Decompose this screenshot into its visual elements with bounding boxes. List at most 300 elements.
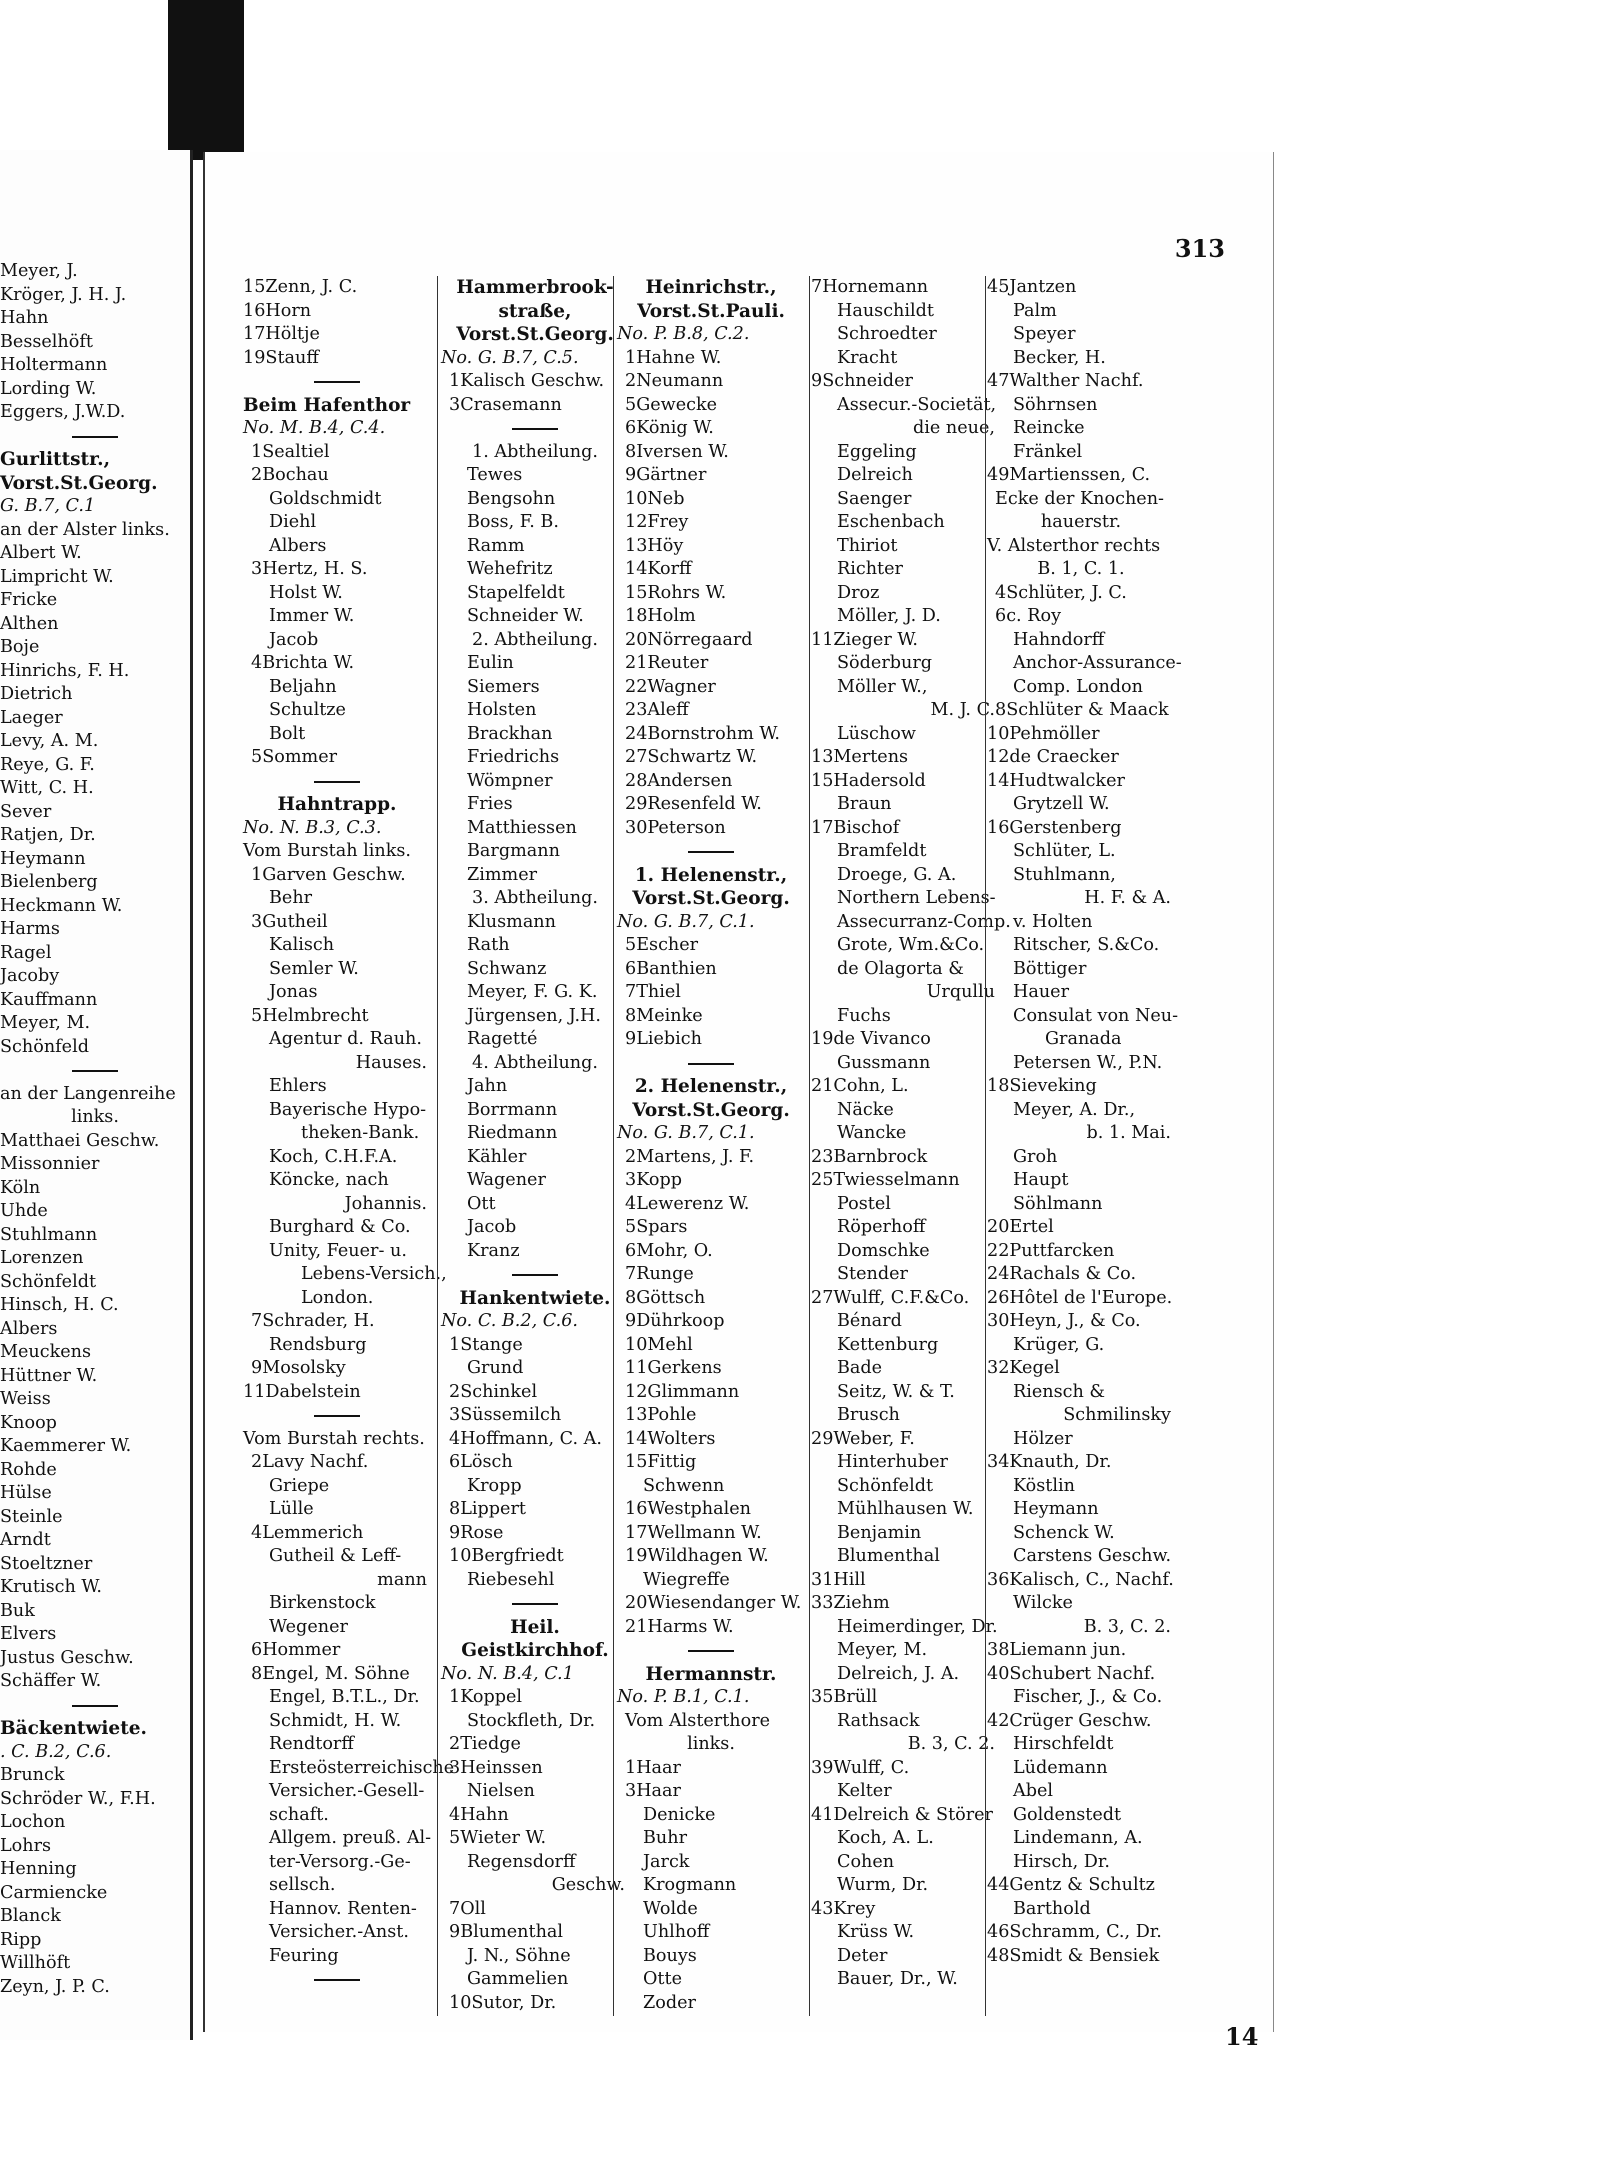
directory-entry: Birkenstock <box>269 1593 376 1613</box>
directory-entry: 24Bornstrohm W. <box>625 723 780 744</box>
directory-entry: 3Hertz, H. S. <box>251 559 368 579</box>
directory-entry: Zeyn, J. P. C. <box>0 1976 110 1997</box>
directory-entry: Lohrs <box>0 1835 52 1856</box>
directory-entry: 3. Abtheilung. <box>472 888 598 908</box>
directory-entry: Schönfeldt <box>0 1271 97 1292</box>
directory-entry: 10Pehmöller <box>987 723 1100 744</box>
directory-entry: Köstlin <box>1013 1475 1075 1496</box>
directory-entry: Meyer, J. <box>0 261 78 281</box>
directory-entry: Heymann <box>0 848 86 869</box>
directory-entry: Heimerdinger, Dr. <box>837 1616 998 1637</box>
directory-entry: 5Spars <box>625 1217 688 1237</box>
directory-entry: de Olagorta & <box>837 958 964 979</box>
directory-entry: 25Twiesselmann <box>811 1170 960 1190</box>
directory-entry: Koch, C.H.F.A. <box>269 1146 398 1167</box>
directory-entry: Eulin <box>467 653 514 673</box>
directory-entry: 8Göttsch <box>625 1287 706 1308</box>
directory-entry: Matthiessen <box>467 817 577 838</box>
street-heading: Gurlittstr., <box>0 449 111 470</box>
directory-entry: Jarck <box>643 1851 690 1872</box>
directory-entry: 13Pohle <box>625 1405 697 1425</box>
directory-entry: 6Hommer <box>251 1640 341 1660</box>
section-separator <box>617 840 805 864</box>
facing-page-fragment <box>0 150 193 2040</box>
directory-entry: Holsten <box>467 700 537 720</box>
directory-entry: Comp. London <box>1013 676 1143 697</box>
directory-entry: Hauschildt <box>837 300 934 321</box>
directory-entry: 30Heyn, J., & Co. <box>987 1311 1141 1331</box>
directory-entry: Stender <box>837 1264 908 1284</box>
directory-entry: Rendtorff <box>269 1734 354 1754</box>
directory-entry: Limpricht W. <box>0 566 114 587</box>
directory-entry: H. F. & A. <box>1084 888 1171 908</box>
directory-entry: 20Ertel <box>987 1217 1054 1237</box>
directory-entry: Henning <box>0 1859 77 1879</box>
directory-entry: 17Höltje <box>243 324 320 344</box>
directory-entry: Haupt <box>1013 1170 1069 1190</box>
street-locator: G. B.7, C.1 <box>0 496 96 516</box>
street-heading: Hermannstr. <box>645 1663 777 1685</box>
directory-entry: Kranz <box>467 1240 520 1261</box>
column-divider <box>613 276 614 2016</box>
directory-entry: 5Sommer <box>251 747 338 767</box>
book-gutter-shadow <box>168 0 244 160</box>
directory-entry: Hölzer <box>1013 1428 1073 1449</box>
directory-entry: Eggeling <box>837 441 917 462</box>
section-separator <box>0 425 190 449</box>
directory-entry: Beljahn <box>269 676 337 697</box>
directory-entry: Ragetté <box>467 1029 538 1049</box>
directory-entry: Schultze <box>269 700 346 720</box>
directory-entry: Assecurranz-Comp. <box>837 911 1011 932</box>
directory-entry: 1Garven Geschw. <box>251 864 406 885</box>
directory-entry: Burghard & Co. <box>269 1217 411 1237</box>
directory-entry: 14Hudtwalcker <box>987 770 1125 791</box>
directory-entry: 15Rohrs W. <box>625 582 727 603</box>
directory-entry: 20Nörregaard <box>625 629 753 650</box>
directory-entry: 9Dührkoop <box>625 1311 725 1331</box>
directory-entry: 1Sealtiel <box>251 441 330 462</box>
directory-entry: 9Rose <box>449 1522 504 1543</box>
directory-entry: Söhrnsen <box>1013 394 1098 415</box>
directory-entry: 3Süssemilch <box>449 1405 562 1425</box>
directory-entry: 17Wellmann W. <box>625 1522 762 1543</box>
directory-entry: 5Wieter W. <box>449 1828 547 1848</box>
street-locator: No. G. B.7, C.1. <box>617 1123 755 1143</box>
directory-entry: 1Hahne W. <box>625 347 722 368</box>
directory-entry: Feuring <box>269 1945 339 1966</box>
directory-entry: 1Koppel <box>449 1687 523 1707</box>
directory-entry: 35Brüll <box>811 1687 878 1707</box>
directory-entry: Ripp <box>0 1929 42 1950</box>
directory-entry: 19Wildhagen W. <box>625 1546 769 1566</box>
directory-entry: 23Aleff <box>625 700 689 720</box>
section-separator <box>243 770 431 794</box>
directory-entry: Schröder W., F.H. <box>0 1788 156 1809</box>
directory-entry: hauerstr. <box>1040 512 1122 532</box>
directory-entry: Behr <box>269 888 313 908</box>
directory-entry: Borrmann <box>467 1099 558 1120</box>
street-locator: No. P. B.8, C.2. <box>617 324 750 344</box>
directory-entry: 22Puttfarcken <box>987 1240 1115 1261</box>
directory-entry: 29Resenfeld W. <box>625 794 762 814</box>
directory-entry: 7Thiel <box>625 982 681 1002</box>
directory-entry: 21Reuter <box>625 653 709 673</box>
directory-entry: Blumenthal <box>837 1546 940 1566</box>
directory-entry: Dietrich <box>0 684 73 704</box>
directory-entry: Schwenn <box>643 1475 725 1496</box>
column-divider <box>985 276 986 2016</box>
directory-entry: Becker, H. <box>1013 347 1106 368</box>
directory-entry: Hahn <box>0 308 49 328</box>
directory-entry: Schneider W. <box>467 606 584 626</box>
directory-entry: Arndt <box>0 1530 51 1550</box>
directory-entry: Fries <box>467 794 513 814</box>
directory-entry: Köncke, nach <box>269 1170 389 1190</box>
directory-entry: Bielenberg <box>0 872 98 892</box>
section-separator <box>617 1052 805 1076</box>
directory-entry: 8Lippert <box>449 1499 526 1519</box>
directory-entry: 27Schwartz W. <box>625 747 758 767</box>
directory-entry: Wehefritz <box>467 559 553 579</box>
directory-entry: Agentur d. Rauh. <box>269 1029 422 1049</box>
directory-entry: Benjamin <box>837 1522 922 1543</box>
directory-entry: Saenger <box>837 488 912 509</box>
directory-entry: Weiss <box>0 1389 51 1409</box>
section-separator <box>243 1404 431 1428</box>
directory-entry: Stuhlmann, <box>1013 864 1116 885</box>
directory-entry: Schlüter, L. <box>1013 841 1116 861</box>
directory-entry: J. N., Söhne <box>467 1945 571 1966</box>
directory-entry: an der Alster links. <box>0 519 170 540</box>
directory-entry: Söhlmann <box>1013 1193 1103 1214</box>
directory-entry: 3Crasemann <box>449 394 562 415</box>
directory-entry: Braun <box>837 794 892 814</box>
directory-entry: Levy, A. M. <box>0 731 99 751</box>
directory-entry: Engel, B.T.L., Dr. <box>269 1687 420 1707</box>
directory-entry: Meyer, F. G. K. <box>467 982 598 1002</box>
directory-entry: Tewes <box>467 465 523 485</box>
directory-entry: Gammelien <box>467 1969 569 1989</box>
directory-entry: 8Iversen W. <box>625 441 729 462</box>
directory-entry: mann <box>377 1569 427 1590</box>
directory-entry: 30Peterson <box>625 817 726 838</box>
directory-entry: 31Hill <box>811 1569 866 1590</box>
directory-entry: Schönfeld <box>0 1036 89 1057</box>
directory-entry: Hannov. Renten- <box>269 1898 417 1919</box>
directory-entry: 6c. Roy <box>995 606 1062 626</box>
directory-entry: Immer W. <box>269 606 355 626</box>
directory-entry: 10Sutor, Dr. <box>449 1992 557 2013</box>
directory-entry: Rendsburg <box>269 1334 367 1355</box>
directory-entry: 12de Craecker <box>987 747 1119 767</box>
directory-entry: an der Langenreihe <box>0 1083 176 1104</box>
directory-entry: 16Gerstenberg <box>987 817 1122 838</box>
directory-entry: 17Bischof <box>811 817 900 838</box>
directory-entry: 21Cohn, L. <box>811 1076 909 1096</box>
directory-entry: Riedmann <box>467 1123 558 1143</box>
directory-entry: Krüger, G. <box>1013 1334 1105 1355</box>
directory-entry: 21Harms W. <box>625 1616 734 1637</box>
directory-entry: Schwanz <box>467 958 547 979</box>
directory-entry: Kauffmann <box>0 989 98 1010</box>
directory-entry: 22Wagner <box>625 676 716 697</box>
directory-entry: Stuhlmann <box>0 1224 98 1245</box>
street-locator: No. G. B.7, C.5. <box>441 347 579 368</box>
directory-entry: Heckmann W. <box>0 895 123 916</box>
directory-entry: Bengsohn <box>467 488 556 509</box>
directory-entry: Versicher.-Gesell- <box>269 1781 425 1801</box>
directory-entry: Ersteösterreichische <box>269 1757 455 1778</box>
directory-entry: 5Escher <box>625 935 699 955</box>
directory-entry: 1Stange <box>449 1334 523 1355</box>
directory-entry: Jacoby <box>0 966 60 986</box>
street-heading: Vorst.St.Georg. <box>0 472 158 494</box>
column-divider <box>809 276 810 2016</box>
directory-entry: B. 1, C. 1. <box>1037 559 1125 579</box>
directory-entry: Barthold <box>1013 1898 1091 1919</box>
directory-entry: Groh <box>1013 1146 1058 1167</box>
directory-entry: 20Wiesendanger W. <box>625 1593 802 1613</box>
section-separator <box>441 417 629 441</box>
directory-entry: Matthaei Geschw. <box>0 1130 160 1151</box>
directory-entry: 10Neb <box>625 488 685 509</box>
directory-entry: 6Banthien <box>625 958 717 979</box>
directory-entry: 27Wulff, C.F.&Co. <box>811 1287 970 1308</box>
directory-entry: Schenck W. <box>1013 1522 1115 1543</box>
street-heading: Heil. <box>510 1616 560 1638</box>
directory-entry: Bayerische Hypo- <box>269 1099 427 1120</box>
directory-entry: Grote, Wm.&Co. <box>837 935 985 955</box>
directory-entry: Hauses. <box>355 1052 427 1073</box>
street-heading: Beim Hafenthor <box>243 394 411 416</box>
directory-entry: Hirsch, Dr. <box>1013 1851 1110 1872</box>
directory-entry: 4Lewerenz W. <box>625 1193 750 1214</box>
directory-entry: Hinrichs, F. H. <box>0 660 130 681</box>
directory-entry: 19de Vivanco <box>811 1029 931 1049</box>
directory-entry: 6König W. <box>625 418 714 438</box>
directory-entry: Mühlhausen W. <box>837 1499 974 1519</box>
directory-column-2 <box>441 276 629 2015</box>
directory-entry: 29Weber, F. <box>811 1428 915 1449</box>
directory-entry: Ott <box>467 1193 496 1214</box>
directory-entry: Hinsch, H. C. <box>0 1295 119 1315</box>
directory-entry: Hinterhuber <box>837 1452 948 1472</box>
directory-entry: Wolde <box>643 1898 698 1919</box>
directory-entry: Krogmann <box>643 1875 737 1895</box>
directory-entry: Hauer <box>1013 982 1069 1002</box>
directory-entry: Uhlhoff <box>643 1922 710 1942</box>
directory-entry: Geschw. <box>551 1875 625 1895</box>
directory-entry: Lording W. <box>0 378 97 399</box>
directory-entry: 34Knauth, Dr. <box>987 1452 1112 1472</box>
directory-entry: Allgem. preuß. Al- <box>269 1828 432 1848</box>
directory-entry: Carmiencke <box>0 1882 108 1903</box>
directory-entry: 8Meinke <box>625 1005 703 1026</box>
directory-entry: 8Engel, M. Söhne <box>251 1663 410 1684</box>
directory-entry: Krutisch W. <box>0 1577 102 1597</box>
directory-entry: Ratjen, Dr. <box>0 825 96 845</box>
directory-entry: links. <box>687 1734 735 1754</box>
directory-entry: Heymann <box>1013 1499 1099 1519</box>
directory-entry: Wurm, Dr. <box>837 1875 929 1895</box>
section-separator <box>243 370 431 394</box>
directory-entry: Abel <box>1013 1781 1054 1801</box>
directory-entry: Witt, C. H. <box>0 778 94 798</box>
directory-entry: Lüdemann <box>1013 1757 1108 1778</box>
directory-entry: Gussmann <box>837 1052 931 1073</box>
directory-entry: Bramfeldt <box>837 841 927 861</box>
directory-entry: 14Wolters <box>625 1428 716 1449</box>
directory-entry: Bade <box>837 1358 883 1378</box>
directory-entry: 7Runge <box>625 1264 694 1284</box>
directory-entry: Domschke <box>837 1240 930 1261</box>
directory-entry: Kalisch <box>269 935 335 955</box>
directory-entry: Klusmann <box>467 911 556 932</box>
page-number: 313 <box>1174 234 1225 263</box>
directory-entry: Bargmann <box>467 841 560 861</box>
street-heading: Hankentwiete. <box>459 1287 611 1309</box>
directory-entry: 15Fittig <box>625 1452 697 1472</box>
directory-entry: 12Frey <box>625 512 689 532</box>
directory-entry: 9Gärtner <box>625 465 707 485</box>
directory-entry: Buhr <box>643 1828 688 1848</box>
directory-entry: Jürgensen, J.H. <box>467 1005 601 1026</box>
directory-entry: Zimmer <box>467 864 538 885</box>
directory-entry: 39Wulff, C. <box>811 1757 910 1778</box>
directory-entry: Otte <box>643 1969 682 1989</box>
directory-entry: Jahn <box>467 1076 508 1096</box>
directory-entry: Fischer, J., & Co. <box>1013 1687 1163 1707</box>
directory-entry: Ramm <box>467 535 525 556</box>
directory-entry: 3Heinssen <box>449 1757 543 1778</box>
directory-entry: Uhde <box>0 1201 48 1221</box>
directory-column-5 <box>987 276 1182 1968</box>
directory-entry: 5Gewecke <box>625 394 718 415</box>
directory-entry: Buk <box>0 1600 35 1621</box>
directory-entry: Eggers, J.W.D. <box>0 402 126 422</box>
directory-entry: die neue, <box>913 418 995 438</box>
directory-entry: 18Sieveking <box>987 1076 1097 1096</box>
directory-entry: Meuckens <box>0 1342 92 1362</box>
directory-entry: Rath <box>467 935 510 955</box>
directory-entry: Näcke <box>837 1099 894 1120</box>
directory-entry: Fricke <box>0 590 58 610</box>
directory-entry: 9Schneider <box>811 371 913 391</box>
directory-entry: Stoeltzner <box>0 1553 93 1574</box>
directory-entry: Anchor-Assurance- <box>1013 653 1182 673</box>
directory-entry: Ecke der Knochen- <box>995 488 1164 509</box>
directory-entry: Kelter <box>837 1781 892 1801</box>
directory-entry: Jacob <box>269 629 319 650</box>
directory-entry: 11Zieger W. <box>811 629 918 650</box>
directory-entry: Wagener <box>467 1170 546 1190</box>
street-heading: straße, <box>498 300 572 322</box>
directory-entry: Nielsen <box>467 1781 535 1801</box>
directory-entry: Meyer, A. Dr., <box>1013 1099 1136 1120</box>
directory-entry: Ehlers <box>269 1076 327 1096</box>
directory-entry: theken-Bank. <box>301 1123 420 1143</box>
section-separator <box>441 1263 629 1287</box>
directory-entry: Albert W. <box>0 543 82 563</box>
directory-entry: schaft. <box>269 1804 329 1825</box>
directory-entry: Griepe <box>269 1475 330 1496</box>
directory-entry: 23Barnbrock <box>811 1146 928 1167</box>
directory-entry: 2Martens, J. F. <box>625 1146 755 1167</box>
directory-entry: Brackhan <box>467 723 553 744</box>
directory-entry: b. 1. Mai. <box>1086 1123 1171 1143</box>
directory-entry: Steinle <box>0 1506 63 1527</box>
directory-entry: Lüschow <box>837 723 916 744</box>
directory-entry: Siemers <box>467 676 540 697</box>
street-heading: Vorst.St.Pauli. <box>637 300 785 322</box>
directory-entry: V. Alsterthor rechts <box>987 535 1161 556</box>
directory-entry: 4Hoffmann, C. A. <box>449 1428 602 1449</box>
directory-entry: Willhöft <box>0 1953 71 1973</box>
directory-entry: Althen <box>0 613 59 634</box>
directory-entry: Jonas <box>269 982 318 1002</box>
directory-entry: 47Walther Nachf. <box>987 371 1144 391</box>
street-locator: No. N. B.3, C.3. <box>243 817 382 838</box>
directory-entry: Besselhöft <box>0 331 93 352</box>
street-locator: No. N. B.4, C.1 <box>441 1663 574 1684</box>
directory-entry: 4. Abtheilung. <box>472 1052 598 1073</box>
directory-entry: 46Schramm, C., Dr. <box>987 1922 1162 1942</box>
directory-entry: Albers <box>269 535 327 556</box>
directory-column-1 <box>243 276 455 1992</box>
directory-entry: 4Hahn <box>449 1804 509 1825</box>
directory-entry: Blanck <box>0 1906 61 1926</box>
directory-entry: 41Delreich & Störer <box>811 1804 993 1825</box>
directory-entry: 2Bochau <box>251 465 329 485</box>
directory-entry: Wilcke <box>1013 1593 1073 1613</box>
directory-entry: 36Kalisch, C., Nachf. <box>987 1569 1174 1590</box>
street-heading: 2. Helenenstr., <box>634 1076 788 1097</box>
street-locator: No. C. B.2, C.6. <box>441 1311 578 1331</box>
directory-entry: 49Martienssen, C. <box>987 465 1151 485</box>
directory-entry: 19Stauff <box>243 347 319 368</box>
directory-entry: Knoop <box>0 1412 57 1433</box>
street-heading: Hammerbrook- <box>456 277 614 298</box>
directory-entry: 11Dabelstein <box>243 1381 361 1402</box>
directory-entry: Reye, G. F. <box>0 754 95 775</box>
directory-entry: 10Bergfriedt <box>449 1546 564 1566</box>
directory-entry: Kröger, J. H. J. <box>0 284 127 305</box>
street-locator: No. P. B.1, C.1. <box>617 1687 750 1707</box>
street-heading: 1. Helenenstr., <box>634 864 788 886</box>
directory-entry: Riebesehl <box>467 1569 555 1590</box>
section-separator <box>0 1694 190 1718</box>
directory-entry: 33Ziehm <box>811 1593 890 1613</box>
directory-entry: Reincke <box>1013 418 1085 438</box>
directory-column-3 <box>617 276 805 2015</box>
directory-entry: Semler W. <box>269 958 359 979</box>
directory-entry: 3Haar <box>625 1781 681 1801</box>
directory-entry: Unity, Feuer- u. <box>269 1240 407 1261</box>
street-locator: No. M. B.4, C.4. <box>243 418 386 438</box>
directory-entry: Droege, G. A. <box>837 864 957 885</box>
directory-entry: 6Mohr, O. <box>625 1240 713 1261</box>
directory-entry: Boss, F. B. <box>467 512 559 532</box>
directory-entry: 9Liebich <box>625 1029 702 1049</box>
directory-entry: Schmilinsky <box>1063 1405 1171 1425</box>
directory-entry: 40Schubert Nachf. <box>987 1663 1156 1684</box>
directory-entry: Fuchs <box>837 1005 891 1026</box>
directory-entry: Goldenstedt <box>1013 1804 1122 1825</box>
street-locator: No. G. B.7, C.1. <box>617 911 755 932</box>
directory-entry: Delreich <box>837 465 913 485</box>
directory-entry: Schmidt, H. W. <box>269 1710 402 1731</box>
